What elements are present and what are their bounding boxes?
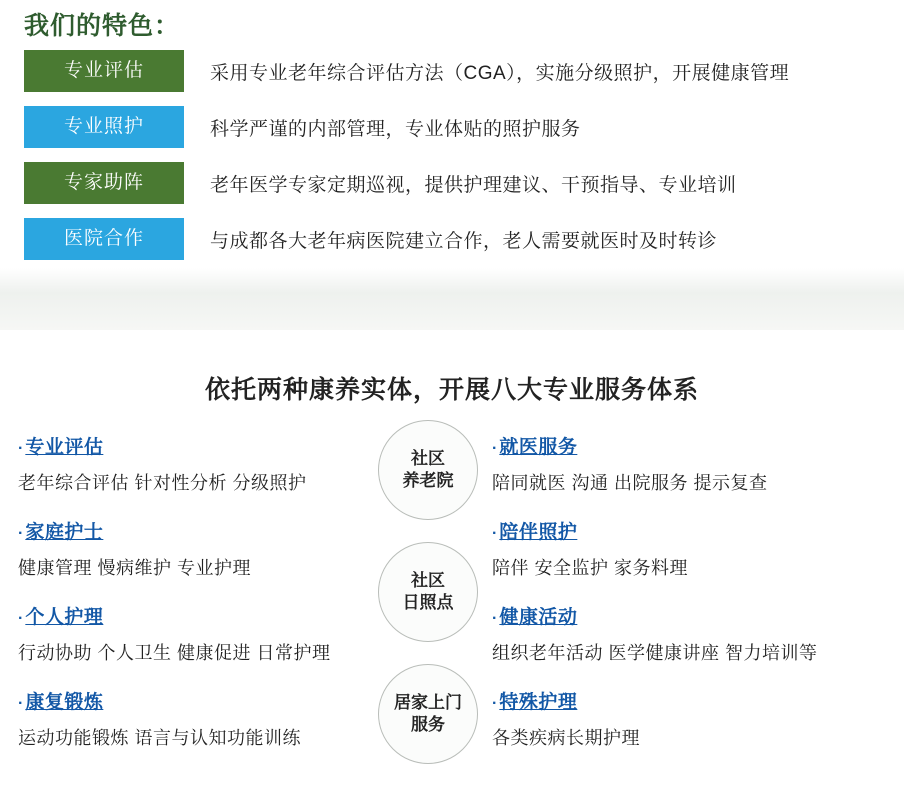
features-section [0,0,904,300]
service-body: 组织老年活动 医学健康讲座 智力培训等 [492,643,818,663]
service-heading[interactable]: 健康活动 [499,607,578,628]
entity-circle [378,542,478,642]
bullet-icon: · [18,440,24,457]
feature-tag: 医院合作 [24,218,184,260]
feature-tag: 专家助阵 [24,162,184,204]
service-body: 健康管理 慢病维护 专业护理 [18,558,252,578]
service-heading-wrap [18,687,368,714]
bullet-icon: · [492,525,498,542]
entity-circle-line1: 社区 [411,571,445,590]
service-heading-wrap [492,517,842,544]
service-heading-wrap [18,432,368,459]
service-item [18,432,368,495]
feature-row [24,48,880,94]
service-heading[interactable]: 陪伴照护 [499,522,578,543]
service-heading-wrap [492,432,842,459]
section-divider-band [0,268,904,330]
service-body: 行动协助 个人卫生 健康促进 日常护理 [18,643,331,663]
service-item [492,687,842,750]
service-heading-wrap [18,517,368,544]
entity-circle-line1: 居家上门 [394,693,462,712]
service-body: 各类疾病长期护理 [492,728,640,748]
feature-list [24,48,880,272]
service-heading[interactable]: 专业评估 [25,437,104,458]
feature-description: 科学严谨的内部管理，专业体贴的照护服务 [210,118,581,140]
bullet-icon: · [492,695,498,712]
services-right-column [492,432,842,772]
service-body: 老年综合评估 针对性分析 分级照护 [18,473,307,493]
feature-description: 与成都各大老年病医院建立合作，老人需要就医时及时转诊 [210,230,718,252]
feature-tag: 专业照护 [24,106,184,148]
services-section [0,348,904,782]
feature-row [24,216,880,262]
entity-circle [378,664,478,764]
services-left-column [18,432,368,772]
service-body: 运动功能锻炼 语言与认知功能训练 [18,728,301,748]
feature-description: 采用专业老年综合评估方法（CGA），实施分级照护，开展健康管理 [210,62,790,84]
service-body: 陪伴 安全监护 家务料理 [492,558,689,578]
service-heading[interactable]: 个人护理 [25,607,104,628]
service-heading[interactable]: 康复锻炼 [25,692,104,713]
service-heading[interactable]: 家庭护士 [25,522,104,543]
service-item [492,432,842,495]
entity-circle-line1: 社区 [411,449,445,468]
service-heading-wrap [18,602,368,629]
features-title: 我们的特色： [24,12,181,40]
entity-circle [378,420,478,520]
service-item [18,602,368,665]
service-heading-wrap [492,687,842,714]
feature-row [24,160,880,206]
service-body: 陪同就医 沟通 出院服务 提示复查 [492,473,768,493]
entity-circle-line2: 养老院 [402,471,454,490]
service-item [18,517,368,580]
bullet-icon: · [18,525,24,542]
service-heading[interactable]: 就医服务 [499,437,578,458]
services-title: 依托两种康养实体，开展八大专业服务体系 [204,376,699,404]
bullet-icon: · [492,440,498,457]
service-item [492,602,842,665]
entity-circle-line2: 日照点 [402,593,454,612]
feature-row [24,104,880,150]
service-heading[interactable]: 特殊护理 [499,692,578,713]
feature-description: 老年医学专家定期巡视，提供护理建议、干预指导、专业培训 [210,174,737,196]
feature-tag: 专业评估 [24,50,184,92]
entity-circles [378,420,488,786]
service-heading-wrap [492,602,842,629]
service-item [18,687,368,750]
service-item [492,517,842,580]
entity-circle-line2: 服务 [411,715,445,734]
bullet-icon: · [18,610,24,627]
bullet-icon: · [492,610,498,627]
bullet-icon: · [18,695,24,712]
